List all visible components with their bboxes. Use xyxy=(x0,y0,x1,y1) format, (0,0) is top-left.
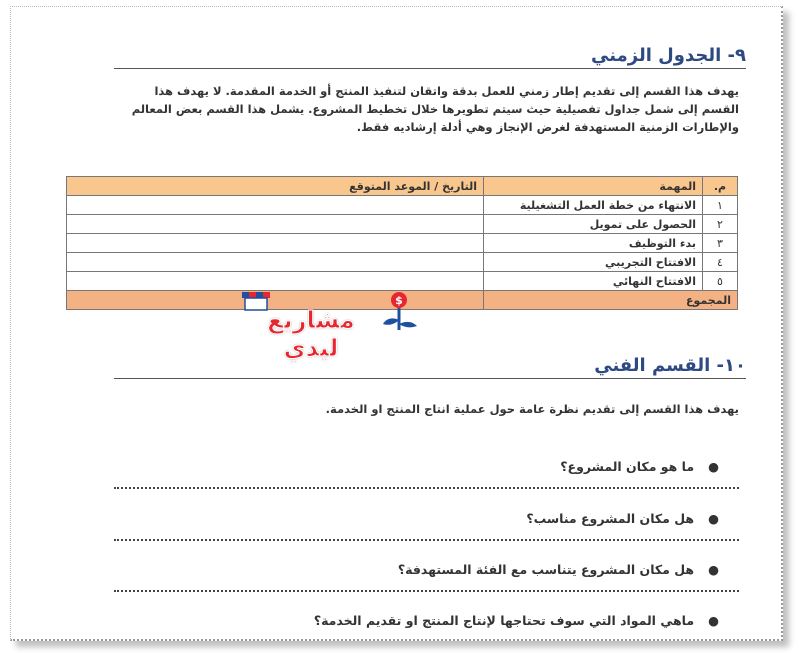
total-label: المجموع xyxy=(484,291,738,310)
table-row xyxy=(67,253,738,272)
question-text: ماهي المواد التي سوف تحتاجها لإنتاج المنتج او تقديم الخدمة؟ xyxy=(313,613,695,628)
money-plant-icon xyxy=(381,290,421,338)
row-num: ٤ xyxy=(703,253,738,272)
row-date xyxy=(67,272,484,291)
row-num: ٢ xyxy=(703,215,738,234)
list-item xyxy=(114,562,719,577)
list-item xyxy=(114,511,719,526)
bullet-icon: ● xyxy=(708,459,719,474)
bullet-icon: ● xyxy=(708,613,719,628)
section-10-heading: ١٠- القسم الفني xyxy=(114,355,746,379)
row-num: ٥ xyxy=(703,272,738,291)
header-date: التاريخ / الموعد المتوقع xyxy=(67,177,484,196)
row-task: بدء التوظيف xyxy=(484,234,703,253)
list-item xyxy=(114,459,719,474)
row-date xyxy=(67,196,484,215)
row-date xyxy=(67,215,484,234)
section-9-heading: ٩- الجدول الزمني xyxy=(114,45,746,69)
table-row xyxy=(67,215,738,234)
row-task: الانتهاء من خطة العمل التشغيلية xyxy=(484,196,703,215)
table-row xyxy=(67,234,738,253)
svg-text:$: $ xyxy=(395,294,403,307)
header-num: م. xyxy=(703,177,738,196)
question-text: هل مكان المشروع مناسب؟ xyxy=(526,511,695,526)
answer-line[interactable] xyxy=(114,487,739,489)
table-header-row xyxy=(67,177,738,196)
logo-text: مشاريع ليدي xyxy=(267,306,355,362)
row-num: ٣ xyxy=(703,234,738,253)
header-task: المهمة xyxy=(484,177,703,196)
answer-line[interactable] xyxy=(114,539,739,541)
section-10-intro: يهدف هذا القسم إلى تقديم نظرة عامة حول عملية انتاج المنتج او الخدمة. xyxy=(325,402,739,416)
table-row xyxy=(67,272,738,291)
row-task: الافتتاح النهائي xyxy=(484,272,703,291)
row-num: ١ xyxy=(703,196,738,215)
document-page xyxy=(10,6,783,641)
list-item xyxy=(114,613,719,628)
brand-logo xyxy=(241,290,419,362)
section-9-intro: يهدف هذا القسم إلى تقديم إطار زمني للعمل بدقة واتقان لتنفيذ المنتج أو الخدمة المقدمة. لا يهدف هذا القسم إلى شمل جداول تفصيلية حيث سيتم تطويرها خلال تخطيط المشروع. يشمل هذا القسم بعض المعالم والإطارات الزمنية المستهدفة لغرض الإنجاز وهي أدلة إرشاديه فقط. xyxy=(131,84,739,134)
question-text: هل مكان المشروع يتناسب مع الفئة المستهدفة؟ xyxy=(397,562,695,577)
answer-line[interactable] xyxy=(114,590,739,592)
table-row xyxy=(67,196,738,215)
question-text: ما هو مكان المشروع؟ xyxy=(560,459,695,474)
bullet-icon: ● xyxy=(708,562,719,577)
row-task: الحصول على تمويل xyxy=(484,215,703,234)
row-task: الافتتاح التجريبي xyxy=(484,253,703,272)
row-date xyxy=(67,234,484,253)
bullet-icon: ● xyxy=(708,511,719,526)
row-date xyxy=(67,253,484,272)
